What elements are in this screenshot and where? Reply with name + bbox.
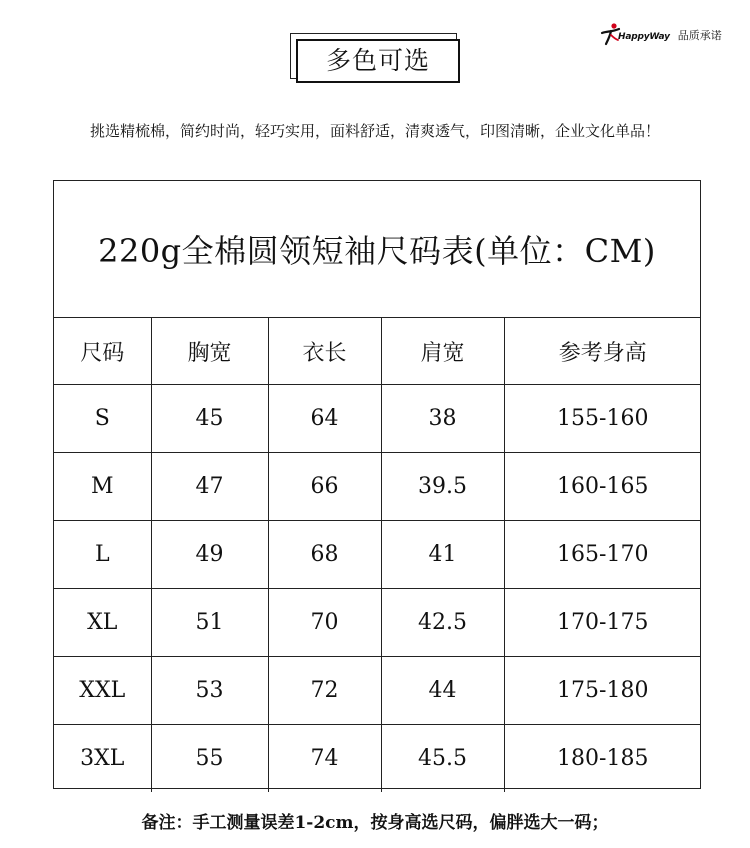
table-cell: L	[54, 521, 151, 589]
column-header: 胸宽	[151, 318, 268, 385]
table-cell: 49	[151, 521, 268, 589]
table-cell: 66	[268, 453, 381, 521]
tagline: 挑选精梳棉，简约时尚，轻巧实用，面料舒适，清爽透气，印图清晰，企业文化单品！	[89, 122, 660, 140]
brand-logo	[600, 22, 722, 46]
table-row	[54, 385, 701, 453]
table-row	[54, 521, 701, 589]
table-cell: 55	[151, 725, 268, 793]
table-cell: 72	[268, 657, 381, 725]
column-header: 尺码	[54, 318, 151, 385]
column-header: 参考身高	[504, 318, 701, 385]
table-cell: 44	[381, 657, 504, 725]
table-row	[54, 453, 701, 521]
table-cell: 51	[151, 589, 268, 657]
table-cell: 38	[381, 385, 504, 453]
table-row	[54, 657, 701, 725]
column-header: 衣长	[268, 318, 381, 385]
table-cell: 160-165	[504, 453, 701, 521]
size-chart-title: 220g全棉圆领短袖尺码表(单位：CM)	[98, 232, 656, 270]
table-cell: 155-160	[504, 385, 701, 453]
table-row	[54, 589, 701, 657]
table-cell: XL	[54, 589, 151, 657]
title-box	[290, 33, 460, 85]
table-cell: 180-185	[557, 746, 649, 771]
table-cell: 165-170	[504, 521, 701, 589]
table-cell: 41	[381, 521, 504, 589]
table-cell: 74	[268, 725, 381, 793]
table-cell: 170-175	[504, 589, 701, 657]
size-chart-header	[54, 181, 700, 318]
table-cell: XXL	[54, 657, 151, 725]
table-cell: 42.5	[381, 589, 504, 657]
table-cell: M	[54, 453, 151, 521]
table-cell: 68	[268, 521, 381, 589]
table-cell: 45.5	[381, 725, 504, 793]
size-chart	[53, 180, 701, 789]
size-table-header-row	[54, 318, 701, 385]
brand-slogan: 品质承诺	[677, 29, 722, 42]
size-table	[54, 318, 701, 792]
table-row	[54, 725, 701, 793]
brand-name: HappyWay	[618, 32, 670, 42]
table-cell: 39.5	[381, 453, 504, 521]
table-cell: 45	[151, 385, 268, 453]
table-cell: 3XL	[54, 725, 151, 793]
footnote: 备注：手工测量误差1-2cm，按身高选尺码，偏胖选大一码；	[141, 813, 609, 833]
table-cell: 70	[268, 589, 381, 657]
table-cell: 47	[151, 453, 268, 521]
table-cell: 53	[151, 657, 268, 725]
table-cell: 175-180	[504, 657, 701, 725]
table-cell: 64	[268, 385, 381, 453]
table-cell: S	[54, 385, 151, 453]
page-title: 多色可选	[325, 46, 430, 75]
column-header: 肩宽	[381, 318, 504, 385]
